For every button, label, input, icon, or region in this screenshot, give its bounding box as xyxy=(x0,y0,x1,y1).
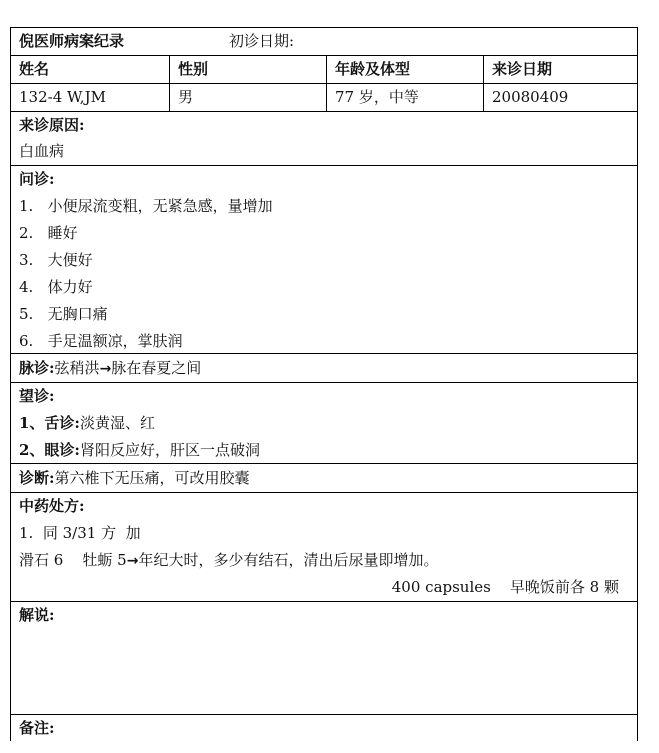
prescription-line-2 xyxy=(19,547,438,574)
right-arrow-icon: → xyxy=(99,361,112,377)
inquiry-item xyxy=(19,328,183,354)
col-name-header xyxy=(11,56,169,83)
title-row xyxy=(11,28,637,56)
diagnosis-text: 第六椎下无压痛，可改用胶囊 xyxy=(54,469,250,487)
observation-section xyxy=(11,383,637,464)
diagnosis-section xyxy=(11,464,637,493)
eye-text: 肾阳反应好，肝区一点破洞 xyxy=(79,441,260,459)
col-date-text: 来诊日期 xyxy=(492,60,553,78)
patient-name: 132-4 W,JM xyxy=(19,88,106,106)
record-title-text: 倪医师病案纪录 xyxy=(19,32,125,50)
column-header-row xyxy=(11,56,637,84)
explanation-label: 解说: xyxy=(19,606,55,624)
inquiry-item-num: 6. xyxy=(19,332,34,350)
prescription-note: 年纪大时，多少有结石，清出后尿量即增加。 xyxy=(138,551,439,569)
inquiry-item-text: 小便尿流变粗，无紧急感，量增加 xyxy=(47,197,273,215)
diagnosis-line xyxy=(19,465,250,491)
first-visit-date-label xyxy=(221,28,421,55)
first-visit-label-text: 初诊日期: xyxy=(229,32,295,50)
tongue-label: 1、舌诊: xyxy=(19,414,80,432)
diagnosis-label: 诊断: xyxy=(19,469,55,487)
inquiry-item-num: 3. xyxy=(19,251,34,269)
inquiry-item xyxy=(19,247,93,273)
inquiry-label: 问诊: xyxy=(19,170,55,188)
col-name-text: 姓名 xyxy=(19,60,50,78)
pulse-before: 弦稍洪 xyxy=(54,359,100,377)
prescription-line-1: 1. 同 3/31 方 加 xyxy=(19,524,141,542)
col-sex-header xyxy=(169,56,326,83)
pulse-after: 脉在春夏之间 xyxy=(111,359,202,377)
col-age-header xyxy=(326,56,483,83)
col-age-text: 年龄及体型 xyxy=(335,60,411,78)
inquiry-item-num: 4. xyxy=(19,278,34,296)
tongue-line xyxy=(19,410,155,436)
reason-value: 白血病 xyxy=(19,142,65,160)
patient-age-build: 77 岁，中等 xyxy=(326,84,483,111)
col-date-header xyxy=(483,56,639,83)
reason-section xyxy=(11,112,637,166)
prescription-dosage: 400 capsules 早晚饭前各 8 颗 xyxy=(391,578,619,596)
eye-line xyxy=(19,437,260,463)
inquiry-item xyxy=(19,220,78,246)
observation-label: 望诊: xyxy=(19,387,55,405)
inquiry-item-text: 睡好 xyxy=(47,224,78,242)
record-title xyxy=(11,28,211,55)
reason-label: 来诊原因: xyxy=(19,116,85,134)
patient-sex: 男 xyxy=(169,84,326,111)
notes-label: 备注: xyxy=(19,719,55,737)
inquiry-item xyxy=(19,193,273,219)
pulse-section xyxy=(11,354,637,383)
inquiry-item-text: 无胸口痛 xyxy=(47,305,108,323)
pulse-label: 脉诊: xyxy=(19,359,55,377)
inquiry-item-num: 2. xyxy=(19,224,34,242)
prescription-herbs: 滑石 6 牡蛎 5 xyxy=(19,551,127,569)
inquiry-item-num: 1. xyxy=(19,197,34,215)
patient-visit-date: 20080409 xyxy=(483,84,639,111)
prescription-label: 中药处方: xyxy=(19,497,85,515)
inquiry-item-text: 大便好 xyxy=(47,251,93,269)
inquiry-item-text: 体力好 xyxy=(47,278,93,296)
patient-row xyxy=(11,84,637,112)
record-table xyxy=(10,27,638,741)
tongue-text: 淡黄湿、红 xyxy=(79,414,155,432)
inquiry-item-text: 手足温额凉，掌肤润 xyxy=(47,332,183,350)
inquiry-item xyxy=(19,274,93,300)
eye-label: 2、眼诊: xyxy=(19,441,80,459)
inquiry-item xyxy=(19,301,108,327)
notes-section xyxy=(11,715,637,742)
explanation-section xyxy=(11,602,637,715)
inquiry-item-num: 5. xyxy=(19,305,34,323)
prescription-section xyxy=(11,493,637,602)
col-sex-text: 性别 xyxy=(178,60,209,78)
right-arrow-icon: → xyxy=(126,553,139,569)
pulse-line xyxy=(19,355,201,382)
inquiry-section xyxy=(11,166,637,354)
